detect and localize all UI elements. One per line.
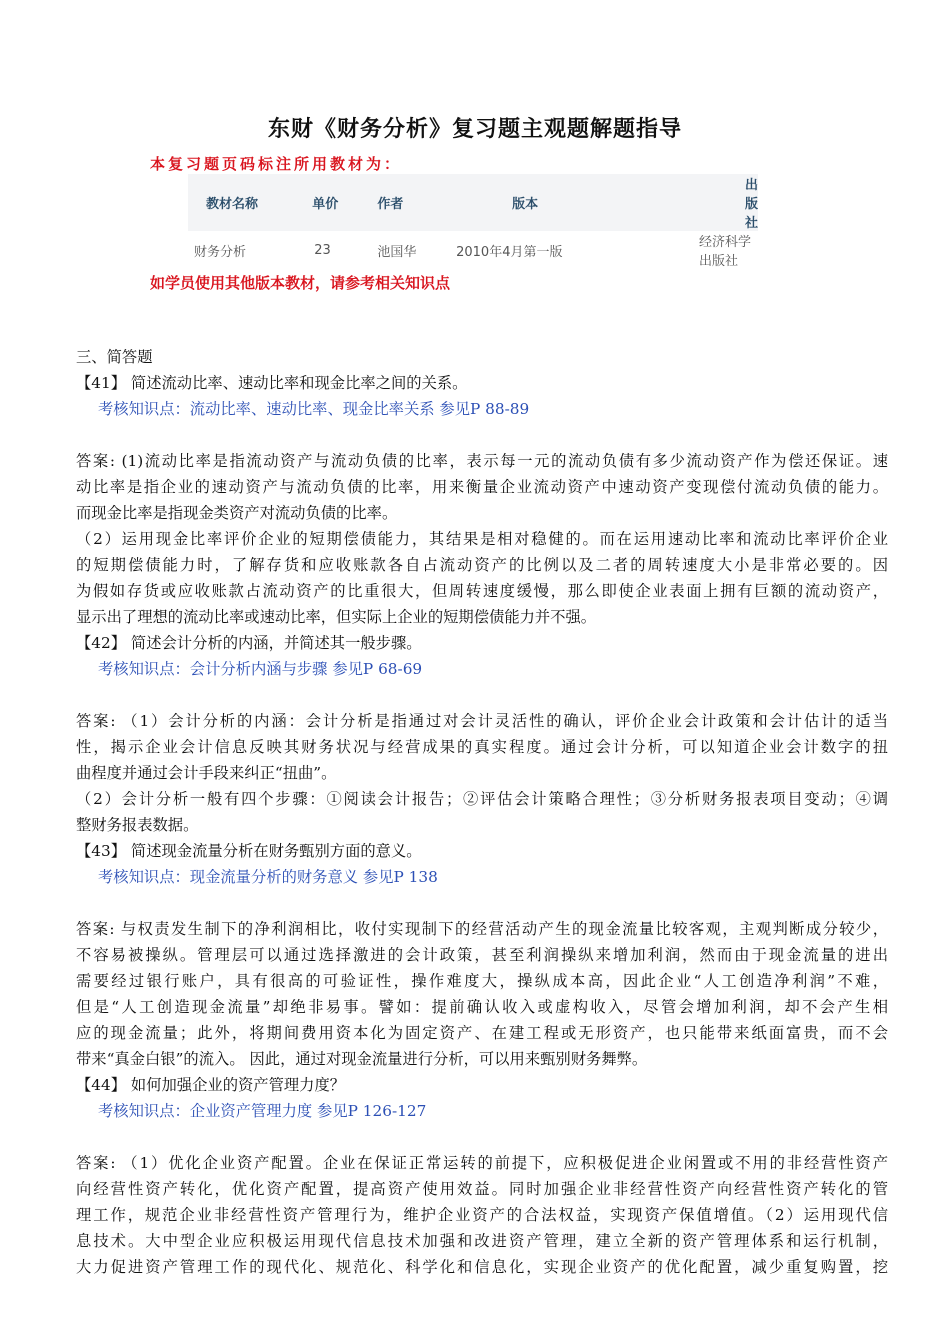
answer-line: 应的现金流量；此外，将期间费用资本化为固定资产、在建工程或无形资产，也只能带来纸面富贵，而不会 [76,1024,888,1042]
answer-line: 但是“人工创造现金流量”却绝非易事。譬如：提前确认收入或虚构收入，尽管会增加利润，却不会产生相 [76,998,888,1016]
table-header-row [188,174,758,231]
section-heading: 三、简答题 [76,348,153,366]
table-header-cell: 教材名称 [188,174,312,231]
table-cell: 经济科学出版社 [698,235,751,269]
textbook-note: 本复习题页码标注所用教材为： [150,155,403,173]
answer-line: 动比率是指企业的速动资产与流动负债的比率，用来衡量企业流动资产中速动资产变现偿付流动负债的能力。 [76,478,888,496]
table-header-cell: 版本 [454,174,689,231]
table-cell: 池国华 [377,244,417,260]
answer-line: 理工作，规范企业非经营性资产管理行为，维护企业资产的合法权益，实现资产保值增值。（2）运用现代信 [76,1206,888,1224]
answer-line: 显示出了理想的流动比率或速动比率，但实际上企业的短期偿债能力并不强。 [76,608,597,626]
question-44 [76,1072,888,1280]
table-cell: 23 [314,242,331,258]
table-header-cell: 出版社 [689,174,758,231]
table-cell: 2010年4月第一版 [456,244,563,260]
answer-line: 息技术。大中型企业应积极运用现代信息技术加强和改进资产管理，建立全新的资产管理体系和运行机制， [76,1232,888,1250]
answer-line: 答案: （1）会计分析的内涵：会计分析是指通过对会计灵活性的确认，评价企业会计政策和会计估计的适当 [76,712,888,730]
document-title: 东财《财务分析》复习题主观题解题指导 [267,117,682,142]
answer-line: 需要经过银行账户，具有很高的可验证性，操作难度大，操纵成本高，因此企业“人工创造净利润”不难， [76,972,888,990]
answer-line: 的短期偿债能力时，了解存货和应收账款各自占流动资产的比例以及二者的周转速度大小是非常必要的。因 [76,556,888,574]
answer-line: 性，揭示企业会计信息反映其财务状况与经营成果的真实程度。通过会计分析，可以知道企业会计数字的扭 [76,738,888,756]
answer-line: 答案: 与权责发生制下的净利润相比，收付实现制下的经营活动产生的现金流量比较客观，主观判断成分较少， [76,920,888,938]
table-row [188,231,758,269]
question-41 [76,370,888,630]
answer-line: 为假如存货或应收账款占流动资产的比重很大，但周转速度缓慢，那么即使企业表面上拥有巨额的流动资产， [76,582,888,600]
answer-line: 大力促进资产管理工作的现代化、规范化、科学化和信息化，实现企业资产的优化配置，减少重复购置，挖 [76,1258,888,1276]
knowledge-point: 考核知识点：企业资产管理力度 参见P 126-127 [98,1102,427,1120]
answer-line: 曲程度并通过会计手段来纠正“扭曲”。 [76,764,337,782]
knowledge-point: 考核知识点：现金流量分析的财务意义 参见P 138 [98,868,438,886]
answer-line: （2）运用现金比率评价企业的短期偿债能力，其结果是相对稳健的。而在运用速动比率和流动比率评价企业 [76,530,888,548]
answer-line: 而现金比率是指现金类资产对流动负债的比率。 [76,504,398,522]
other-version-note: 如学员使用其他版本教材，请参考相关知识点 [150,274,451,292]
textbook-table [188,174,758,269]
table-header-cell: 单价 [312,174,377,231]
question-text: 【41】 简述流动比率、速动比率和现金比率之间的关系。 [76,374,468,392]
knowledge-point: 考核知识点：会计分析内涵与步骤 参见P 68-69 [98,660,423,678]
answer-line: 不容易被操纵。管理层可以通过选择激进的会计政策，甚至利润操纵来增加利润，然而由于现金流量的进出 [76,946,888,964]
answer-line: 答案: （1）优化企业资产配置。企业在保证正常运转的前提下，应积极促进企业闲置或不用的非经营性资产 [76,1154,888,1172]
qa-content [76,344,888,1280]
answer-line: 整财务报表数据。 [76,816,199,834]
knowledge-point: 考核知识点：流动比率、速动比率、现金比率关系 参见P 88-89 [98,400,530,418]
question-text: 【43】 简述现金流量分析在财务甄别方面的意义。 [76,842,422,860]
table-cell: 财务分析 [194,244,247,260]
answer-line: 答案: (1)流动比率是指流动资产与流动负债的比率，表示每一元的流动负债有多少流动资产作为偿还保证。速 [76,452,888,470]
answer-line: 向经营性资产转化，优化资产配置，提高资产使用效益。同时加强企业非经营性资产向经营性资产转化的管 [76,1180,888,1198]
answer-line: 带来“真金白银”的流入。 因此，通过对现金流量进行分析，可以用来甄别财务舞弊。 [76,1050,648,1068]
question-text: 【42】 简述会计分析的内涵，并简述其一般步骤。 [76,634,422,652]
answer-line: （2）会计分析一般有四个步骤：①阅读会计报告；②评估会计策略合理性；③分析财务报表项目变动；④调 [76,790,888,808]
question-text: 【44】 如何加强企业的资产管理力度？ [76,1076,346,1094]
table-header-cell: 作者 [377,174,454,231]
question-43 [76,838,888,1072]
question-42 [76,630,888,838]
